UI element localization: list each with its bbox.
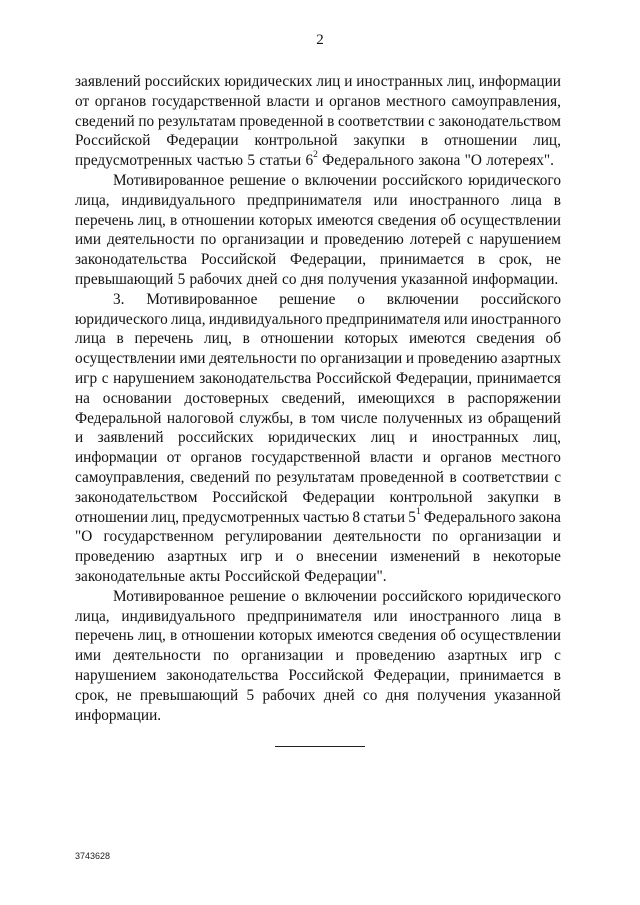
document-code: 3743628	[75, 851, 111, 861]
word: по	[300, 350, 317, 368]
word: и	[335, 647, 344, 665]
word: лиц,	[533, 429, 561, 447]
word: с	[466, 231, 474, 249]
word: в	[242, 330, 250, 348]
word: проведению	[417, 350, 498, 368]
word: организации	[241, 647, 324, 665]
text-line	[75, 547, 561, 567]
word: включении	[386, 290, 459, 308]
word: заявлений	[97, 429, 164, 447]
word: решение	[279, 290, 336, 308]
word: деятельности	[106, 231, 195, 249]
word: от	[75, 92, 90, 110]
word: внесении	[316, 548, 378, 566]
word: Федерации,	[395, 369, 473, 387]
word: не	[545, 251, 561, 269]
word: из	[468, 409, 483, 427]
word: осуществлении	[460, 211, 561, 229]
word: или	[443, 310, 468, 328]
word: информации.	[75, 706, 162, 724]
word: проведению	[355, 647, 436, 665]
word: перечень	[75, 627, 134, 645]
word: в	[420, 132, 429, 150]
word: не	[116, 686, 132, 704]
word: в	[449, 468, 457, 486]
word: дня	[385, 686, 409, 704]
word: российского	[480, 290, 561, 308]
word: азартных	[501, 350, 561, 368]
word: закупки	[353, 132, 405, 150]
word: игр	[240, 548, 263, 566]
word: органов	[440, 449, 492, 467]
word: которых	[258, 627, 313, 645]
word: лица	[511, 191, 542, 209]
word: организации	[222, 231, 305, 249]
word: и	[405, 350, 415, 368]
word: российских	[177, 429, 254, 447]
word: и	[552, 528, 561, 546]
word: или	[373, 607, 398, 625]
word: или	[373, 191, 398, 209]
word: государственной	[151, 92, 261, 110]
text-line	[75, 448, 561, 468]
document-body-text	[75, 72, 561, 725]
word: государственной	[251, 449, 361, 467]
word: со	[363, 686, 378, 704]
word: о	[291, 587, 300, 605]
superscript: 1	[415, 506, 421, 517]
word: ими	[75, 647, 102, 665]
text-line	[75, 112, 561, 132]
word: Федерального	[322, 152, 414, 170]
word: получения	[328, 270, 397, 288]
word: решение	[229, 587, 286, 605]
word: от	[166, 449, 181, 467]
word: самоуправления,	[451, 92, 561, 110]
word: и	[274, 548, 284, 566]
text-line	[75, 626, 561, 646]
word: имеются	[316, 627, 374, 645]
word: регулировании	[225, 528, 323, 546]
word: лица,	[75, 191, 110, 209]
word: которых	[344, 330, 399, 348]
word: налоговой	[166, 409, 234, 427]
word: проведению	[75, 548, 155, 566]
word: осуществлении	[460, 627, 561, 645]
word: имеются	[408, 330, 466, 348]
word: в	[553, 488, 561, 506]
word: и	[310, 231, 319, 249]
word: сведений	[189, 468, 250, 486]
word: проведению	[324, 231, 404, 249]
word: в	[553, 666, 561, 684]
text-line	[75, 191, 561, 211]
word: в	[170, 211, 178, 229]
word: предпринимателя	[247, 191, 362, 209]
word: закона	[418, 152, 461, 170]
word: на	[75, 389, 90, 407]
word: службы,	[239, 409, 294, 427]
word: юридического	[75, 310, 168, 328]
word: Федерации	[302, 488, 375, 506]
word: отношении	[260, 330, 334, 348]
word: и	[315, 92, 324, 110]
word: отношении	[181, 627, 255, 645]
text-line	[75, 686, 561, 706]
word: Российской	[212, 488, 288, 506]
word: нарушением	[113, 369, 195, 387]
word: в	[447, 389, 455, 407]
word: 5	[246, 686, 255, 704]
word: в	[327, 112, 335, 130]
word: лиц,	[137, 211, 166, 229]
word: принимается	[459, 666, 544, 684]
word: имеющихся	[357, 389, 435, 407]
word: дня	[300, 270, 324, 288]
word: указанной	[401, 270, 468, 288]
word: осуществлении	[75, 350, 176, 368]
word: превышающий	[139, 686, 239, 704]
word: предусмотренных	[182, 508, 300, 526]
word: ими	[179, 350, 206, 368]
word: иностранных	[431, 429, 519, 447]
word: в	[298, 409, 307, 427]
word: по	[213, 647, 229, 665]
word: по	[432, 528, 449, 546]
word: превышающий	[75, 270, 174, 288]
word: в	[472, 548, 481, 566]
word: Федерации,	[290, 251, 367, 269]
text-line	[75, 706, 561, 726]
text-line	[75, 171, 561, 191]
word: предусмотренных	[75, 152, 193, 170]
text-line	[75, 527, 561, 547]
text-line	[75, 488, 561, 508]
word: иностранного	[409, 191, 500, 209]
word: индивидуального	[121, 607, 236, 625]
word: лиц,	[203, 330, 232, 348]
word: перечень	[134, 330, 194, 348]
word: Российской	[315, 369, 392, 387]
word: организации	[459, 528, 542, 546]
word: иностранного	[470, 310, 561, 328]
word: законодательные	[75, 567, 186, 585]
word: сведений,	[281, 389, 346, 407]
word: об	[440, 211, 456, 229]
word: 5	[247, 152, 255, 170]
word: с	[554, 647, 561, 665]
word: Федерального	[423, 508, 516, 526]
word: лиц,	[533, 132, 561, 150]
word: предпринимателя	[325, 310, 441, 328]
word: по	[138, 112, 155, 130]
word: соответствии	[337, 112, 425, 130]
word: лиц,	[151, 508, 180, 526]
word: обращений	[487, 409, 561, 427]
word: индивидуального	[208, 310, 323, 328]
word: с	[554, 468, 561, 486]
word: Российской	[75, 132, 151, 150]
word: Мотивированное	[146, 290, 258, 308]
word: закона	[518, 508, 561, 526]
text-line	[75, 646, 561, 666]
word: получения	[417, 686, 486, 704]
word: местного	[501, 449, 561, 467]
word: контрольной	[389, 488, 473, 506]
text-line	[75, 508, 561, 528]
text-line	[75, 131, 561, 151]
superscript: 2	[313, 150, 318, 161]
word: нарушением	[75, 666, 157, 684]
word: игр	[75, 369, 98, 387]
word: полученных	[383, 409, 463, 427]
text-line	[75, 270, 561, 290]
word: перечень	[75, 211, 134, 229]
word: принимается	[476, 369, 561, 387]
word: решение	[229, 171, 286, 189]
word: в	[170, 627, 178, 645]
word: и	[344, 73, 353, 90]
word: юридического	[468, 171, 561, 189]
word: лотерей	[409, 231, 461, 249]
word: лотереях".	[486, 152, 554, 170]
word: частью	[196, 152, 244, 170]
word: и	[422, 449, 431, 467]
word: органов	[190, 449, 242, 467]
word: частью	[302, 508, 350, 526]
word: государственном	[103, 528, 214, 546]
word: власти	[266, 92, 310, 110]
word: лица	[75, 330, 106, 348]
word: и	[75, 429, 84, 447]
word: срок,	[75, 686, 109, 704]
word: сведений	[75, 112, 135, 130]
text-line	[75, 389, 561, 409]
word: лиц,	[137, 627, 166, 645]
word: статьи	[259, 152, 302, 170]
word: Федерации	[166, 132, 239, 150]
text-line	[75, 369, 561, 389]
word: по	[255, 468, 271, 486]
word: срок,	[498, 251, 533, 269]
word: лиц	[316, 73, 341, 90]
word: лица	[511, 607, 542, 625]
word: власти	[369, 449, 414, 467]
word: в	[553, 607, 561, 625]
word: дней	[246, 270, 278, 288]
word: "О	[464, 152, 482, 170]
word: иностранных	[356, 73, 444, 90]
word: со	[282, 270, 297, 288]
word: 5	[177, 270, 186, 288]
word: организации	[320, 350, 403, 368]
word: том	[311, 409, 336, 427]
word: проведенной	[239, 112, 324, 130]
word: юридического	[468, 587, 561, 605]
word: закупки	[487, 488, 539, 506]
text-line	[75, 290, 561, 310]
text-line	[75, 409, 561, 429]
word: иностранного	[409, 607, 500, 625]
word: дней	[323, 686, 355, 704]
word: о	[291, 171, 300, 189]
word: результатам	[157, 112, 236, 130]
word: информации	[75, 449, 158, 467]
word: российского	[382, 171, 463, 189]
text-line	[75, 587, 561, 607]
word: российских	[144, 73, 221, 90]
word: законодательства	[199, 369, 312, 387]
word: Федеральной	[75, 409, 162, 427]
word: лиц,	[446, 73, 475, 90]
word: лиц	[370, 429, 395, 447]
word: о	[357, 290, 365, 308]
word: соответствии	[462, 468, 549, 486]
word: информации.	[472, 270, 559, 288]
word: включении	[304, 171, 377, 189]
word: азартных	[447, 647, 508, 665]
word: юридических	[268, 429, 357, 447]
word: статьи	[363, 508, 406, 526]
word: законодательством	[438, 112, 561, 130]
word: принимается	[379, 251, 465, 269]
text-line	[75, 666, 561, 686]
word: ими	[75, 231, 102, 249]
word: органов	[329, 92, 381, 110]
text-line	[75, 567, 561, 587]
word: деятельности	[209, 350, 297, 368]
word: деятельности	[113, 647, 201, 665]
text-line	[75, 151, 561, 171]
word: нарушением	[479, 231, 561, 249]
word: рабочих	[262, 686, 316, 704]
word: Российской	[224, 567, 300, 585]
word: законодательства	[166, 666, 279, 684]
word: сведения	[377, 627, 437, 645]
word: юридических	[224, 73, 313, 90]
word: сведения	[377, 211, 437, 229]
text-line	[75, 607, 561, 627]
word: рабочих	[189, 270, 243, 288]
text-line	[75, 92, 561, 112]
text-line	[75, 310, 561, 330]
word: игр	[519, 647, 542, 665]
word: 3.	[113, 290, 125, 308]
word: о	[295, 548, 304, 566]
text-line	[75, 468, 561, 488]
word: деятельности	[333, 528, 422, 546]
word: числе	[340, 409, 378, 427]
end-separator-line	[275, 746, 365, 747]
word: органов	[94, 92, 147, 110]
text-line	[75, 72, 561, 92]
word: $5^1$	[408, 506, 421, 526]
text-line	[75, 428, 561, 448]
word: проведенной	[360, 468, 444, 486]
word: заявлений	[75, 73, 141, 90]
word: лица,	[170, 310, 206, 328]
word: с	[428, 112, 435, 130]
word: законодательства	[75, 251, 188, 269]
word: лица,	[75, 607, 110, 625]
word: отношении	[181, 211, 255, 229]
word: сведения	[476, 330, 535, 348]
word: об	[545, 330, 561, 348]
text-line	[75, 230, 561, 250]
word: отношении	[75, 508, 149, 526]
word: с	[101, 369, 109, 387]
word: об	[440, 627, 456, 645]
word: отношении	[444, 132, 518, 150]
text-line	[75, 211, 561, 231]
word: 8	[352, 508, 361, 526]
word: и	[409, 429, 418, 447]
word: указанной	[494, 686, 561, 704]
word: контрольной	[254, 132, 338, 150]
word: включении	[304, 587, 377, 605]
text-line	[75, 250, 561, 270]
word: основании	[102, 389, 172, 407]
word: изменений	[390, 548, 461, 566]
word: некоторые	[492, 548, 561, 566]
word: индивидуального	[121, 191, 236, 209]
word: информации	[478, 73, 561, 90]
text-line	[75, 349, 561, 369]
word: предпринимателя	[247, 607, 362, 625]
word: которых	[258, 211, 313, 229]
word: российского	[382, 587, 463, 605]
word: Мотивированное	[113, 587, 225, 605]
word: "О	[75, 528, 93, 546]
word: местного	[386, 92, 446, 110]
word: акты	[189, 567, 221, 585]
word: самоуправления,	[75, 468, 185, 486]
word: распоряжении	[467, 389, 561, 407]
word: Федерации,	[373, 666, 450, 684]
word: Федерации".	[304, 567, 387, 585]
word: Российской	[288, 666, 364, 684]
word: законодательством	[75, 488, 198, 506]
word: в	[116, 330, 124, 348]
text-line	[75, 329, 561, 349]
word: Российской	[200, 251, 277, 269]
word: по	[200, 231, 217, 249]
word: Мотивированное	[113, 171, 225, 189]
word: $6^2$	[305, 150, 318, 170]
word: в	[477, 251, 486, 269]
page-number: 2	[316, 32, 324, 48]
word: в	[553, 191, 561, 209]
word: результатам	[276, 468, 355, 486]
word: имеются	[316, 211, 374, 229]
word: азартных	[167, 548, 228, 566]
word: достоверных	[184, 389, 269, 407]
